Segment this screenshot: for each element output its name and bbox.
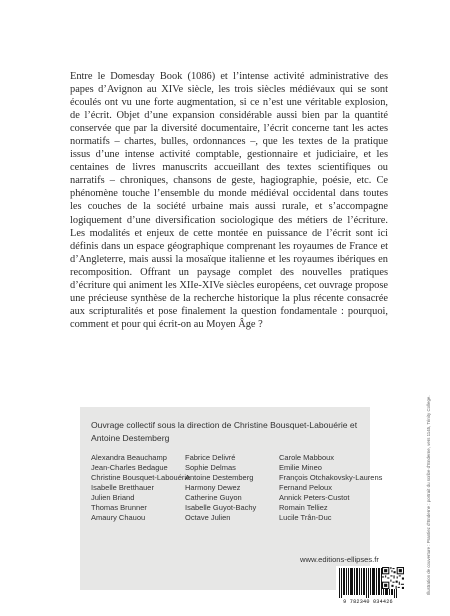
authors-column-2: [185, 453, 279, 523]
publisher-website[interactable]: www.editions-ellipses.fr: [300, 555, 379, 564]
isbn-number: 9 782340 034426: [343, 599, 393, 605]
author-name: François Otchakovsky-Laurens: [279, 473, 383, 483]
authors-column-1: [91, 453, 191, 523]
author-name: Thomas Brunner: [91, 503, 147, 513]
authors-column-3: [279, 453, 383, 523]
author-name: Fernand Peloux: [279, 483, 332, 493]
editorial-direction: Ouvrage collectif sous la direction de Christine Bousquet-Labouérie et Antoine Destemberg: [91, 420, 358, 443]
author-name: Lucile Trân-Duc: [279, 513, 332, 523]
author-name: Fabrice Delivré: [185, 453, 236, 462]
qr-code-icon[interactable]: [382, 567, 404, 589]
back-cover-summary: [70, 70, 388, 331]
author-name: Isabelle Bretthauer: [91, 483, 154, 493]
author-name: Christine Bousquet-Labouérie: [91, 473, 191, 483]
author-name: Harmony Dewez: [185, 483, 241, 493]
author-name: Julien Briand: [91, 493, 135, 503]
author-name: Octave Julien: [185, 513, 231, 523]
author-name: Amaury Chauou: [91, 513, 146, 523]
author-name: Isabelle Guyot-Bachy: [185, 503, 257, 513]
author-name: Catherine Guyon: [185, 493, 242, 503]
authors-list: [91, 453, 383, 523]
author-name: Sophie Delmas: [185, 463, 236, 473]
author-name: Annick Peters-Custot: [279, 493, 350, 503]
author-name: Jean-Charles Bedague: [91, 463, 168, 473]
summary-paragraph: Entre le Domesday Book (1086) et l’intense activité administrative des papes d’Avignon au XIVe siècle, les trois siècles médiévaux qui se sont écoulés ont vu une forte augmentation, si ce n’est une véritable explosion, de l’écrit. Objet d’une expansion considérable aussi bien par la quantité conservée que par la diversité documentaire, l’écrit concerne tant les actes normatifs – chartes, bulles, ordonnances –, que les textes de la pratique issus d’une intense activité comptable, gestionnaire et judiciaire, et les centaines de livres manuscrits accueillant des textes scientifiques ou narratifs – chroniques, chansons de geste, hagiographie, poésie, etc. Ce phénomène touche l’ensemble du monde médiéval occidental dans toutes les couches de la société urbaine mais aussi rurale, et s’accompagne logiquement d’une diversification sociologique des métiers de l’écriture. Les modalités et enjeux de cette montée en puissance de l’écrit sont ici définis dans un espace géographique comprenant les royaumes de France et d’Angleterre, mais aussi la mosaïque italienne et les royaumes ibériques en recomposition. Offrant un paysage complet des nouvelles pratiques d’écriture qui animent les XIIe-XIVe siècles européens, cet ouvrage propose une précieuse synthèse de la recherche historique la plus récente consacrée aux scripturalités et pose finalement la question fondamentale : pourquoi, comment et pour qui écrit-on au Moyen Âge ?: [70, 71, 388, 330]
author-name: Emilie Mineo: [279, 463, 322, 473]
author-name: Romain Telliez: [279, 503, 328, 513]
author-name: Alexandra Beauchamp: [91, 453, 167, 462]
cover-illustration-credit-text: Illustration de couverture : Prantiez d’Enderne : portrait du scribe d’Enderne, vers 1145, Trinity College.: [426, 395, 431, 595]
author-name: Antoine Destemberg: [185, 473, 254, 483]
author-name: Carole Mabboux: [279, 453, 335, 462]
